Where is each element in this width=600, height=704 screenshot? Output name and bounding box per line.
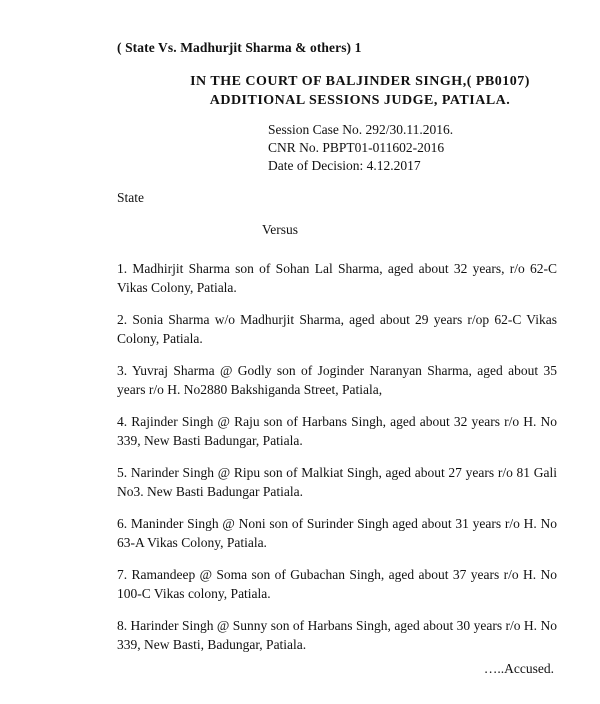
cnr-number: CNR No. PBPT01-011602-2016 — [268, 140, 445, 155]
decision-date: Date of Decision: 4.12.2017 — [268, 158, 421, 173]
versus-label: Versus — [262, 222, 298, 237]
session-case-number: Session Case No. 292/30.11.2016. — [268, 122, 454, 137]
case-info-block — [268, 121, 453, 175]
accused-item-4: 4. Rajinder Singh @ Raju son of Harbans Singh, aged about 32 years r/o H. No 339, New Basti Badungar, Patiala. — [117, 414, 557, 448]
accused-closing-label: …..Accused. — [483, 661, 554, 676]
accused-item-1: 1. Madhirjit Sharma son of Sohan Lal Sharma, aged about 32 years, r/o 62-C Vikas Colony, Patiala. — [117, 261, 557, 295]
accused-list — [117, 259, 557, 667]
accused-item-2: 2. Sonia Sharma w/o Madhurjit Sharma, aged about 29 years r/op 62-C Vikas Colony, Patiala. — [117, 312, 557, 346]
accused-item-6: 6. Maninder Singh @ Noni son of Surinder Singh aged about 31 years r/o H. No 63-A Vikas Colony, Patiala. — [117, 516, 557, 550]
court-title-line-2: ADDITIONAL SESSIONS JUDGE, PATIALA. — [209, 93, 511, 108]
case-reference-header: ( State Vs. Madhurjit Sharma & others) 1 — [117, 40, 362, 55]
accused-item-3: 3. Yuvraj Sharma @ Godly son of Joginder Naranyan Sharma, aged about 35 years r/o H. No2880 Bakshiganda Street, Patiala, — [117, 363, 557, 397]
court-title-line-1: IN THE COURT OF BALJINDER SINGH,( PB0107) — [190, 74, 530, 89]
accused-item-5: 5. Narinder Singh @ Ripu son of Malkiat Singh, aged about 27 years r/o 81 Gali No3. New Basti Badungar Patiala. — [117, 465, 557, 499]
accused-item-7: 7. Ramandeep @ Soma son of Gubachan Singh, aged about 37 years r/o H. No 100-C Vikas colony, Patiala. — [117, 567, 557, 601]
complainant-label: State — [117, 190, 144, 205]
accused-item-8: 8. Harinder Singh @ Sunny son of Harbans Singh, aged about 30 years r/o H. No 339, New Basti, Badungar, Patiala. — [117, 618, 557, 652]
